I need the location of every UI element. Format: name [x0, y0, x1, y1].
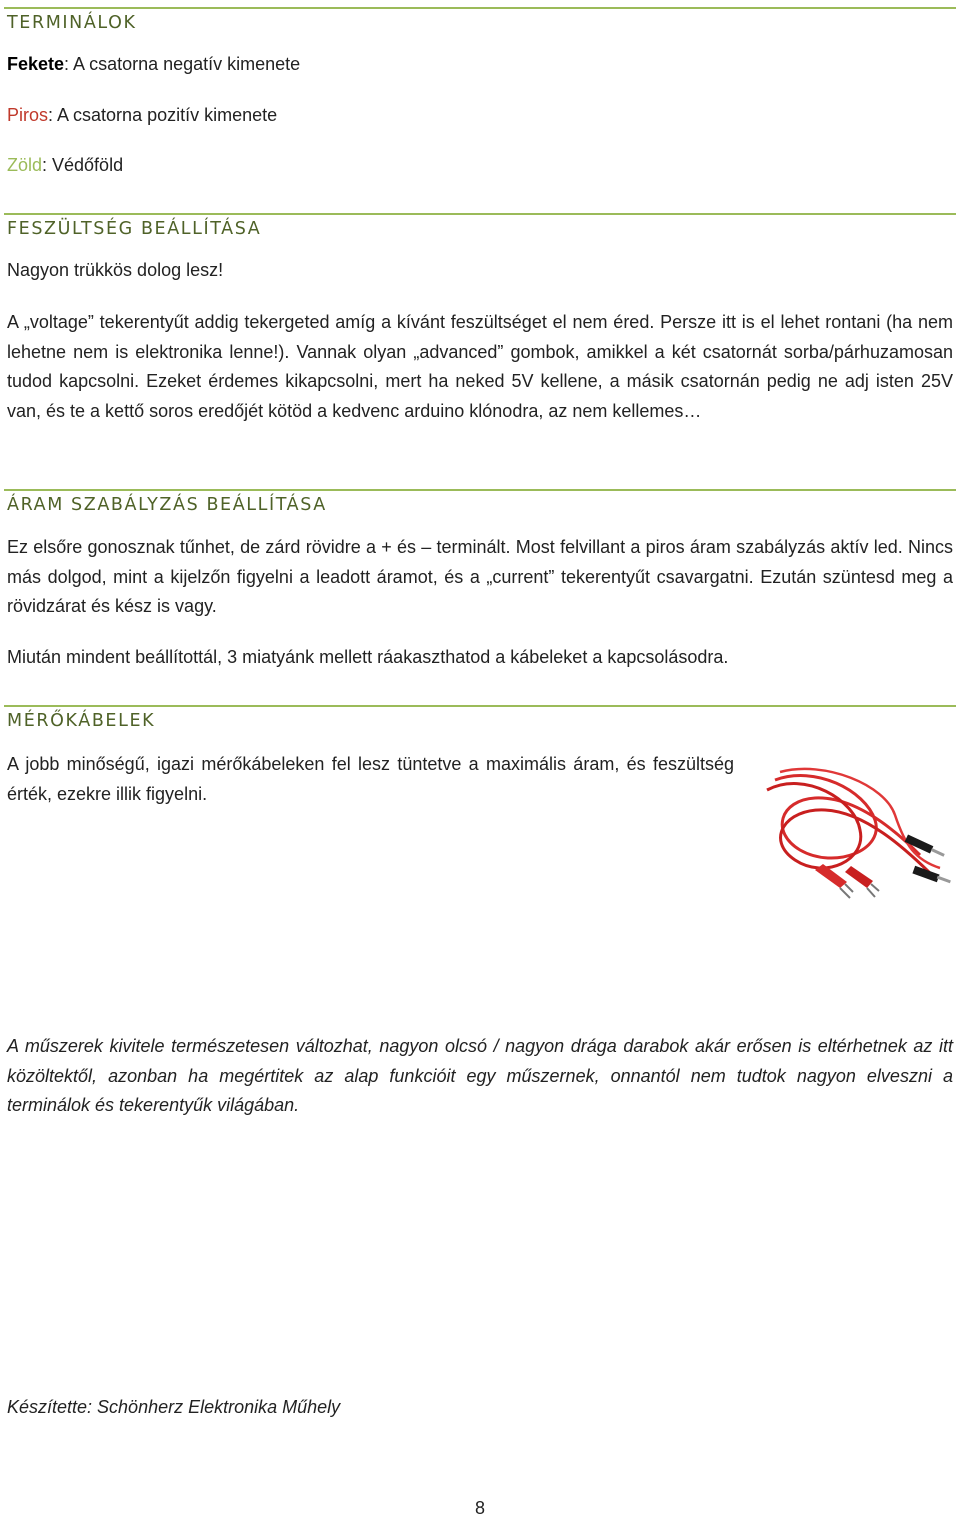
terminal-black-line [7, 50, 953, 80]
crocodile-clip-icon [815, 864, 879, 898]
current-paragraph-2: Miután mindent beállítottál, 3 miatyánk mellett ráakaszthatod a kábeleket a kapcsolásodra. [7, 647, 729, 667]
terminal-green-line [7, 151, 953, 181]
terminal-red-line [7, 101, 953, 131]
test-cable-image [755, 760, 955, 900]
section-heading-current: ÁRAM SZABÁLYZÁS BEÁLLÍTÁSA [7, 495, 327, 515]
page-number: 8 [474, 1498, 485, 1518]
section-heading-cables: MÉRŐKÁBELEK [7, 711, 156, 731]
current-paragraph-1: Ez elsőre gonosznak tűnhet, de zárd rövidre a + és – terminált. Most felvillant a piros áram szabályzás aktív led. Nincs más dolgod, mint a kijelzőn figyelni a leadott áramot, és a „current” tekerentyűt csavargatni. Ezután szüntesd meg a rövidzárat és kész is vagy. [7, 537, 953, 616]
banana-plug-icon [905, 834, 951, 883]
terminal-red-text: : A csatorna pozitív kimenete [48, 105, 278, 125]
section-divider [4, 705, 956, 707]
voltage-paragraph-2a: A „voltage” tekerentyűt addig tekergeted amíg a kívánt feszültséget el nem éred. Persze itt is el lehet rontani (ha nem lehetne nem is elektronika lenne!). Vannak olyan „advanced” gombok, amikkel a két csatornát sorba/párhuzamosan tudod kapcsolni. [7, 312, 953, 391]
disclaimer-note: A műszerek kivitele természetesen változhat, nagyon olcsó / nagyon drága darabok akár erősen is eltérhetnek az itt közöltektől, azonban ha megértitek az alap funkcióit egy műszernek, onnantól nem tudtok nagyon elveszni a terminálok és tekerentyűk világában. [7, 1036, 953, 1115]
voltage-paragraph-2 [7, 308, 953, 426]
section-heading-voltage: FESZÜLTSÉG BEÁLLÍTÁSA [7, 219, 262, 239]
author-credit: Készítette: Schönherz Elektronika Műhely [7, 1397, 341, 1417]
voltage-paragraph-2b: Ezeket érdemes kikapcsolni, mert ha neked 5V kellene, a másik csatornán pedig ne adj isten 25V van, és te a kettő soros eredőjét kötöd a kedvenc arduino klónodra, az nem kellemes… [7, 371, 954, 421]
cables-paragraph: A jobb minőségű, igazi mérőkábeleken fel lesz tüntetve a maximális áram, és feszültség érték, ezekre illik figyelni. [7, 754, 734, 804]
section-divider [4, 213, 956, 215]
section-heading-terminals: TERMINÁLOK [7, 13, 137, 33]
terminal-green-label: Zöld [7, 155, 43, 175]
voltage-paragraph-1: Nagyon trükkös dolog lesz! [7, 260, 224, 280]
terminal-red-label: Piros [7, 105, 49, 125]
terminal-black-text: : A csatorna negatív kimenete [64, 54, 301, 74]
terminal-black-label: Fekete [7, 54, 65, 74]
terminal-green-text: : Védőföld [42, 155, 124, 175]
section-divider [4, 7, 956, 9]
section-divider [4, 489, 956, 491]
